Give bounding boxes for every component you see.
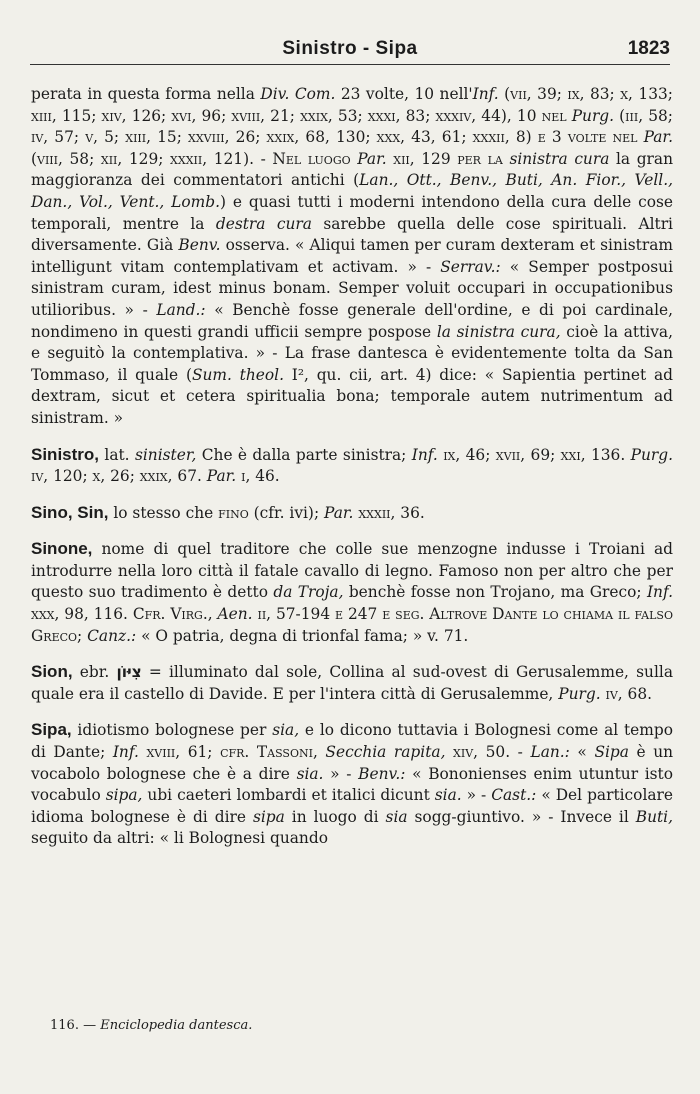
entry-headword: Sinone,	[31, 539, 93, 559]
page-number: 1823	[627, 38, 670, 59]
entry-headword: Sino, Sin,	[31, 502, 109, 522]
running-header	[30, 34, 670, 65]
entry-sinone: Sinone, nome di quel traditore che colle sue menzogne indusse i Troiani ad introdurre nella loro città il fatale cavallo di legno. Famoso non per altro che per questo suo tradimento è detto da Troja, benchè fosse non Trojano, ma Greco; Inf. xxx, 98, 116. Cfr. Virg., Aen. ii, 57-194 e 247 e seg. Altrove Dante lo chiama il falso Greco; Canz.: « O patria, degna di trionfal fama; » v. 71.	[31, 539, 673, 645]
hebrew-word: צִיּוֹן	[116, 663, 142, 682]
entry-headword: Sinistro,	[31, 444, 100, 464]
paragraph-continuation: perata in questa forma nella Div. Com. 23 volte, 10 nell'Inf. (vii, 39; ix, 83; x, 133; xiii, 115; xiv, 126; xvi, 96; xviii, 21; xxix, 53; xxxi, 83; xxxiv, 44), 10 nel Purg. (iii, 58; iv, 57; v, 5; xiii, 15; xxviii, 26; xxix, 68, 130; xxx, 43, 61; xxxii, 8) e 3 volte nel Par. (viii, 58; xii, 129; xxxii, 121). - Nel luogo Par. xii, 129 per la sinistra cura la gran maggioranza dei commentatori antichi (Lan., Ott., Benv., Buti, An. Fior., Vell., Dan., Vol., Vent., Lomb.) e quasi tutti i moderni intendono della cura delle cose temporali, mentre la destra cura sarebbe quella delle cose spirituali. Altri diversamente. Già Benv. osserva. « Aliqui tamen per curam dexteram et sinistram intelligunt vitam contemplativam et activam. » - Serrav.: « Semper postposui sinistram curam, idest minus bonam. Semper voluit occupari in occupationibus utilioribus. » - Land.: « Benchè fosse generale dell'ordine, e di poi cardinale, nondimeno in questi grandi ufficii sempre pospose la sinistra cura, cioè la attiva, e seguitò la contemplativa. » - La frase dantesca è evidentemente tolta da San Tommaso, il quale (Sum. theol. I², qu. cii, art. 4) dice: « Sapientia pertinet ad dextram, sicut et cetera spiritualia bona; temporale autem nutrimentum ad sinistram. »	[31, 85, 674, 427]
entry-sion: Sion, ebr. צִיּוֹן = illuminato dal sole, Collina al sud-ovest di Gerusalemme, sulla quale era il castello di Davide. E per l'intera città di Gerusalemme, Purg. iv, 68.	[31, 662, 673, 703]
entry-sino: Sino, Sin, lo stesso che fino (cfr. ivi); Par. xxxii, 36.	[31, 502, 425, 522]
entry-sipa: Sipa, idiotismo bolognese per sia, e lo dicono tuttavia i Bolognesi come al tempo di Dante; Inf. xviii, 61; cfr. Tassoni, Secchia rapita, xiv, 50. - Lan.: « Sipa è un vocabolo bolognese che è a dire sia. » - Benv.: « Bononienses enim utuntur isto vocabulo sipa, ubi caeteri lombardi et italici dicunt sia. » - Cast.: « Del particolare idioma bolognese è di dire sipa in luogo di sia sogg-giuntivo. » - Invece il Buti, seguito da altri: « li Bolognesi quando	[31, 720, 674, 848]
entry-sinistro: Sinistro, lat. sinister, Che è dalla parte sinistra; Inf. ix, 46; xvii, 69; xxi, 136. Purg. iv, 120; x, 26; xxix, 67. Par. i, 46.	[31, 444, 673, 486]
signature-number: 116. —	[50, 1018, 101, 1033]
running-title: Sinistro - Sipa	[282, 38, 418, 59]
footer-signature	[50, 1018, 252, 1033]
entry-headword: Sipa,	[31, 720, 72, 740]
entry-headword: Sion,	[31, 662, 73, 682]
signature-title: Enciclopedia dantesca.	[100, 1018, 253, 1033]
page-body	[31, 84, 673, 850]
